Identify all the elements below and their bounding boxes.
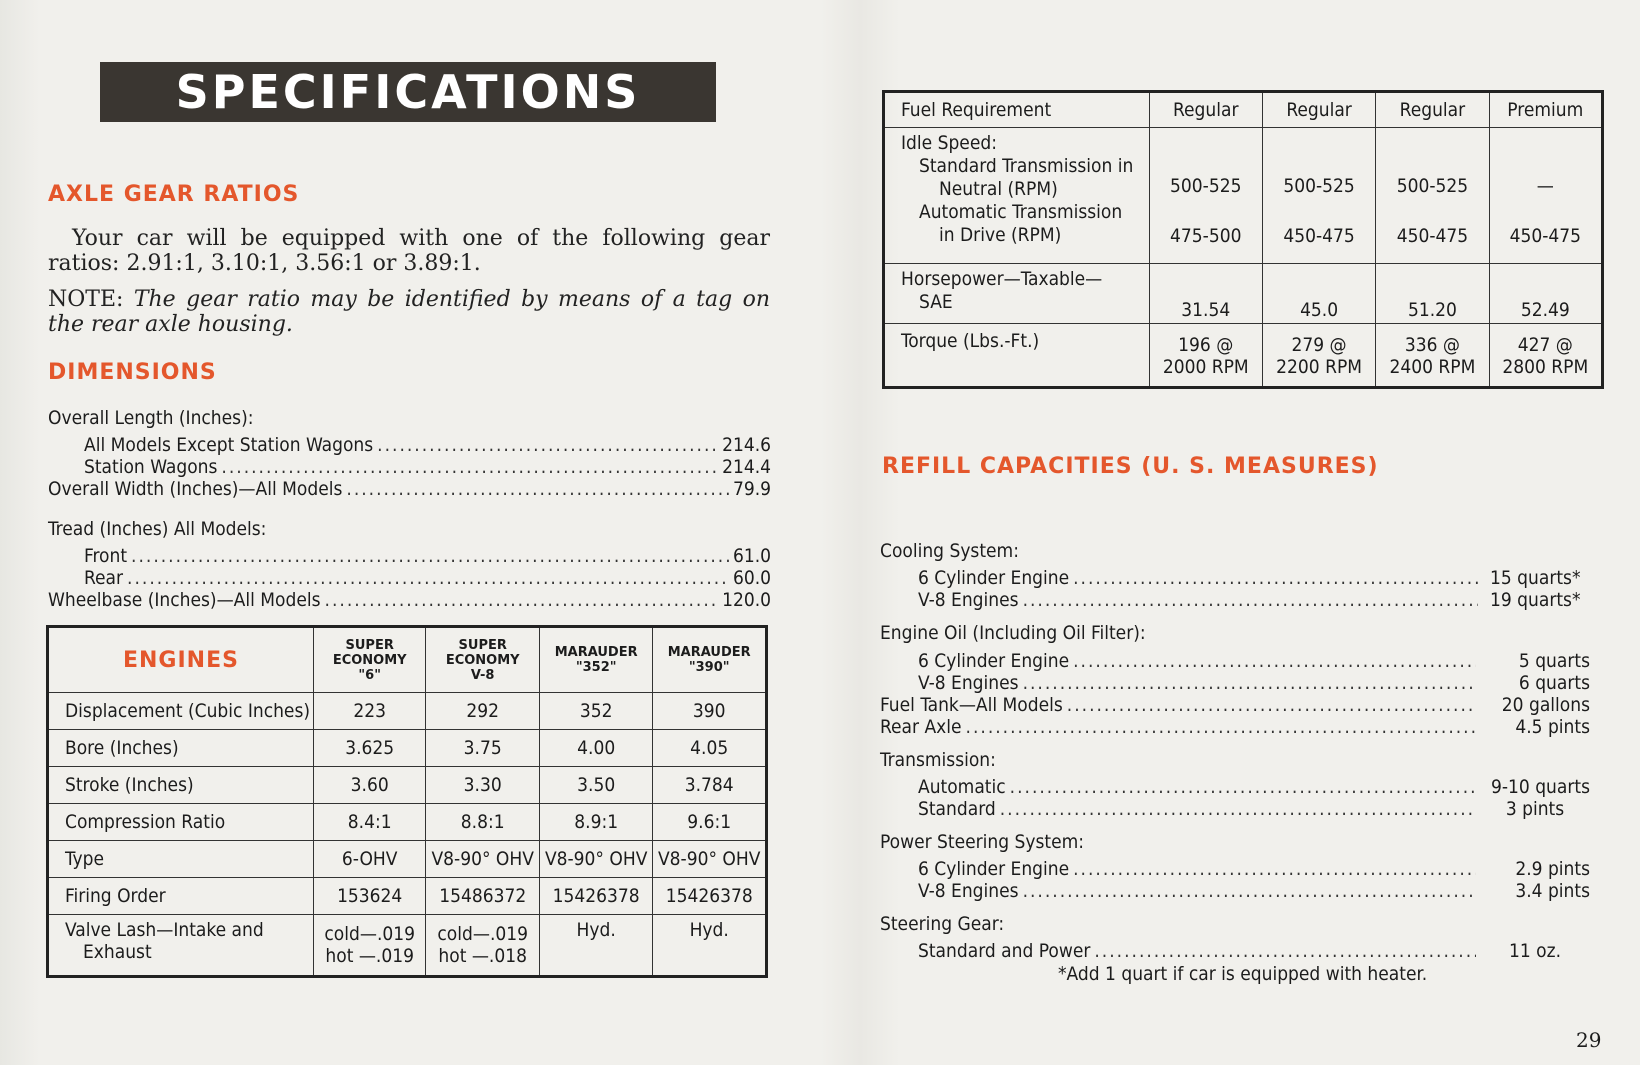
axle-paragraph: Your car will be equipped with one of the following gear ratios: 2.91:1, 3.10:1, 3.56:1 or 3.89:1. — [48, 226, 770, 276]
dimension-value: 214.4 — [722, 456, 771, 478]
note-label: NOTE: — [48, 287, 124, 312]
dimension-label: Front — [84, 545, 128, 567]
dimension-label: All Models Except Station Wagons — [84, 434, 374, 456]
table-row: Firing Order 153624 15486372 15426378 15426378 — [48, 878, 767, 915]
engine-performance-table — [882, 90, 1604, 389]
capacity-row: Automatic ..... 9-10 quarts — [918, 776, 1590, 798]
engine-column-header: SUPER ECONOMY "6" — [313, 627, 426, 693]
steering-gear-title: Steering Gear: — [880, 913, 1005, 935]
dimension-label: Overall Width (Inches)—All Models — [48, 478, 343, 500]
engines-header-row — [48, 627, 767, 693]
engine-column-header: SUPER ECONOMY V-8 — [426, 627, 539, 693]
dimension-row — [48, 589, 771, 611]
dimension-row — [48, 478, 771, 500]
dimension-label: Wheelbase (Inches)—All Models — [48, 589, 321, 611]
dimension-label: Station Wagons — [84, 456, 218, 478]
dimensions-heading: DIMENSIONS — [48, 360, 217, 385]
table-row: Compression Ratio 8.4:1 8.8:1 8.9:1 9.6:1 — [48, 804, 767, 841]
leader-dots — [131, 545, 729, 567]
engines-heading: ENGINES — [48, 627, 314, 693]
engine-column-header: MARAUDER "352" — [539, 627, 652, 693]
dimension-value: 60.0 — [732, 567, 771, 589]
axle-gear-ratios-heading: AXLE GEAR RATIOS — [48, 182, 300, 207]
table-row: Idle Speed: Standard Transmission in Neutral (RPM) Automatic Transmission in Drive (RPM) 500-525 475-500 500-525 450-475 500-525 450-475 — 450-475 — [884, 128, 1603, 264]
cooling-title: Cooling System: — [880, 540, 1019, 562]
dimension-label: Rear — [84, 567, 124, 589]
capacity-row: 6 Cylinder Engine ..... 2.9 pints — [918, 858, 1590, 880]
table-row: Fuel Requirement Regular Regular Regular Premium — [884, 92, 1603, 128]
dimension-value: 61.0 — [732, 545, 771, 567]
oil-title: Engine Oil (Including Oil Filter): — [880, 622, 1146, 644]
leader-dots — [377, 434, 718, 456]
dimension-row — [84, 545, 771, 567]
engines-table — [46, 625, 768, 978]
dimension-row — [84, 434, 771, 456]
power-steering-title: Power Steering System: — [880, 831, 1085, 853]
transmission-title: Transmission: — [880, 749, 996, 771]
overall-length-title: Overall Length (Inches): — [48, 407, 254, 429]
leader-dots — [325, 589, 719, 611]
axle-note — [48, 287, 770, 337]
capacity-row: 6 Cylinder Engine ..... 15 quarts* — [918, 567, 1600, 589]
capacity-row: V-8 Engines ..... 3.4 pints — [918, 880, 1590, 902]
dimension-value: 214.6 — [722, 434, 771, 456]
dimension-value: 120.0 — [722, 589, 771, 611]
capacity-row: 6 Cylinder Engine ..... 5 quarts — [918, 650, 1590, 672]
footnote: *Add 1 quart if car is equipped with heater. — [1058, 963, 1428, 985]
capacity-row: Fuel Tank—All Models ..... 20 gallons — [880, 694, 1590, 716]
table-row: Type 6-OHV V8-90° OHV V8-90° OHV V8-90° OHV — [48, 841, 767, 878]
tread-title: Tread (Inches) All Models: — [48, 518, 267, 540]
dimension-value: 79.9 — [732, 478, 771, 500]
table-row: Displacement (Cubic Inches) 223 292 352 390 — [48, 693, 767, 730]
table-row: Stroke (Inches) 3.60 3.30 3.50 3.784 — [48, 767, 767, 804]
capacity-row: Standard ..... 3 pints — [918, 798, 1590, 820]
capacity-row: Rear Axle ..... 4.5 pints — [880, 716, 1590, 738]
page-title: SPECIFICATIONS — [100, 62, 716, 122]
dimension-row — [84, 456, 771, 478]
refill-capacities-heading: REFILL CAPACITIES (U. S. MEASURES) — [882, 454, 1379, 479]
engine-column-header: MARAUDER "390" — [653, 627, 767, 693]
table-row: Valve Lash—Intake and Exhaust cold—.019 hot —.019 cold—.019 hot —.018 Hyd. Hyd. — [48, 915, 767, 977]
note-text: The gear ratio may be identified by means of a tag on the rear axle housing. — [48, 287, 770, 337]
table-row: Torque (Lbs.-Ft.) 196 @ 2000 RPM 279 @ 2200 RPM 336 @ 2400 RPM 427 @ 2800 RPM — [884, 324, 1603, 388]
leader-dots — [127, 567, 729, 589]
dimension-row — [84, 567, 771, 589]
capacity-row: V-8 Engines ..... 19 quarts* — [918, 589, 1600, 611]
page-number: 29 — [1576, 1028, 1602, 1052]
table-row: Horsepower—Taxable— SAE 31.54 45.0 51.20 52.49 — [884, 264, 1603, 324]
table-row: Bore (Inches) 3.625 3.75 4.00 4.05 — [48, 730, 767, 767]
leader-dots — [346, 478, 729, 500]
capacity-row: Standard and Power ..... 11 oz. — [918, 940, 1590, 962]
capacity-row: V-8 Engines ..... 6 quarts — [918, 672, 1590, 694]
leader-dots — [221, 456, 718, 478]
